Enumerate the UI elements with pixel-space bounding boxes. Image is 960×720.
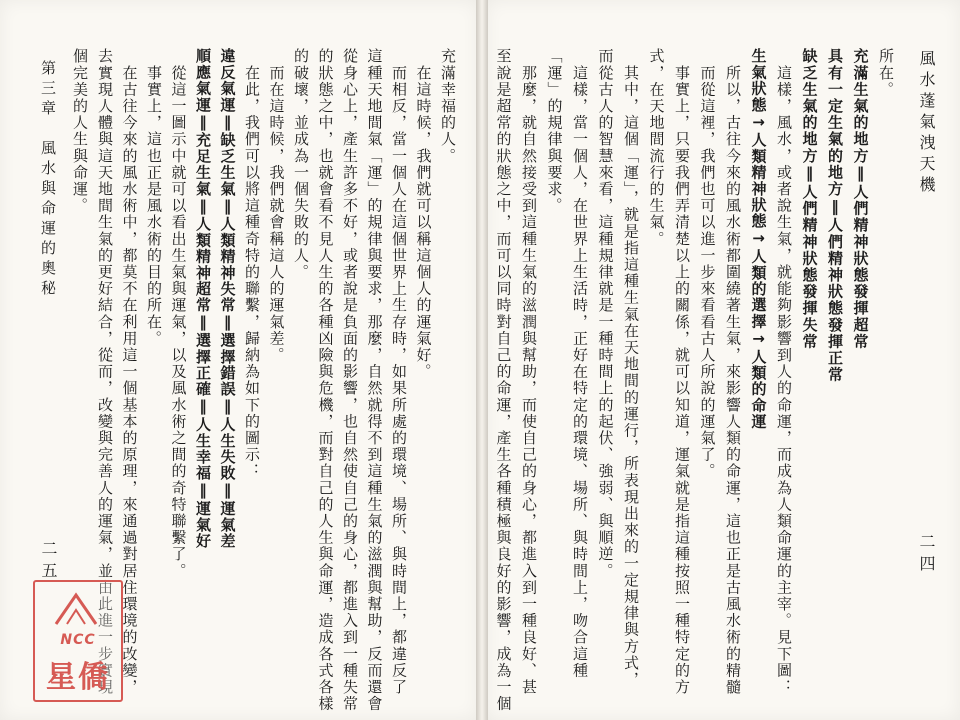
- ncc-watermark-logo: [33, 580, 123, 702]
- bold-line: 具有一定生氣的地方‖人們精神狀態發揮正常: [826, 48, 844, 383]
- paragraph-line: 在此，我們可以將這種奇特的聯繫，歸納為如下的圖示：: [243, 48, 261, 480]
- book-gutter: [476, 0, 488, 720]
- paragraph-line: 式，在天地間流行的生氣。: [647, 48, 666, 248]
- paragraph-line: 這樣，當一個人，在世界上生活時，正好在特定的環境、場所、與時間上，吻合這種: [571, 48, 589, 679]
- running-header: 風水蓬氣洩天機: [917, 50, 936, 197]
- paragraph-line: 而相反，當一個人在這個世界上生存時，如果所處的環境、場所、與時間上，都違反了: [390, 48, 408, 696]
- paragraph-line: 充滿幸福的人。: [439, 48, 457, 165]
- paragraph-line: 其中，這個「運」，就是指這種生氣在天地間的運行，所表現出來的一定規律與方式，: [622, 48, 640, 688]
- watermark-xingqiao: 星僑: [46, 660, 110, 695]
- paragraph-line: 個完美的人生與命運。: [71, 48, 89, 214]
- paragraph-line: 的狀態之中，也就會看不見人生的各種凶險與危機，而對自己的人生與命運，造成各式各樣: [316, 48, 335, 712]
- watermark-ncc: NCC: [60, 632, 96, 648]
- paragraph-line: 至說是超常的狀態之中，而可以同時對自己的命運，產生各種積極與良好的影響，成為一個: [494, 48, 513, 712]
- paragraph-line: 在這時候，我們就可以稱這個人的運氣好。: [414, 48, 433, 380]
- paragraph-line: 而在這時候，我們就會稱這人的運氣差。: [267, 48, 286, 364]
- page-number-right: 二四: [917, 533, 936, 577]
- paragraph-line: 「運」的規律與要求。: [545, 48, 564, 214]
- flow-diagram-line: 生氣狀態→人類精神狀態→人類的選擇→人類的命運: [749, 48, 768, 430]
- paragraph-line: 去實現人體與這天地間生氣的更好結合，從而，改變與完善人的運氣，並由此進一步實現: [96, 48, 114, 696]
- paragraph-line: 事實上，只要我們弄清楚以上的關係，就可以知道，運氣就是指這種按照一種特定的方: [673, 48, 691, 696]
- paragraph-line: 從這一圖示中就可以看出生氣與運氣，以及風水術之間的奇特聯繫了。: [169, 48, 188, 580]
- page-number-left: 二五: [39, 540, 58, 584]
- bold-line: 缺乏生氣的地方‖人們精神狀態發揮失常: [800, 48, 819, 350]
- paragraph-line: 事實上，這也正是風水術的目的所在。: [145, 48, 163, 347]
- paragraph-line: 所以，古往今來的風水術都圍繞著生氣，來影響人類的命運，這也正是古風水術的精髓: [724, 48, 742, 696]
- paragraph-line: 的破壞，並成為一個失敗的人。: [292, 48, 310, 281]
- house-roof-icon: [53, 590, 99, 626]
- flow-diagram-line: 順應氣運‖充足生氣‖人類精神超常‖選擇正確‖人生幸福‖運氣好: [194, 48, 212, 549]
- paragraph-line: 這樣，風水，或者說生氣，就能夠影響到人的命運，而成為人類命運的主宰。見下圖：: [775, 48, 793, 696]
- bold-line: 充滿生氣的地方‖人們精神狀態發揮超常: [851, 48, 870, 350]
- paragraph-line: 在古往今來的風水術中，都莫不在利用這一個基本的原理，來通過對居住環境的改變，: [120, 48, 139, 696]
- paragraph-line: 那麼，就自然接受到這種生氣的滋潤與幫助，而使自己的身心，都進入到一種良好、甚: [520, 48, 538, 696]
- flow-diagram-line: 違反氣運‖缺乏生氣‖人類精神失常‖選擇錯誤‖人生失敗‖運氣差: [218, 48, 237, 549]
- paragraph-line: 這種天地間氣「運」的規律與要求，那麼，自然就得不到這種生氣的滋潤與幫助，反而還會: [365, 48, 384, 712]
- chapter-footer: 第三章 風水與命運的奧秘: [39, 60, 57, 300]
- paragraph-line: 所在。: [877, 48, 895, 98]
- paragraph-line: 而從這裡，我們也可以進一步來看看古人所說的運氣了。: [698, 48, 717, 480]
- paragraph-line: 從身心上，產生許多不好，或者說是負面的影響，也自然使自己的身心，都進入到一種失常: [341, 48, 359, 712]
- paragraph-line: 而從古人的智慧來看，這種規律就是一種時間上的起伏、強弱、與順逆。: [596, 48, 615, 580]
